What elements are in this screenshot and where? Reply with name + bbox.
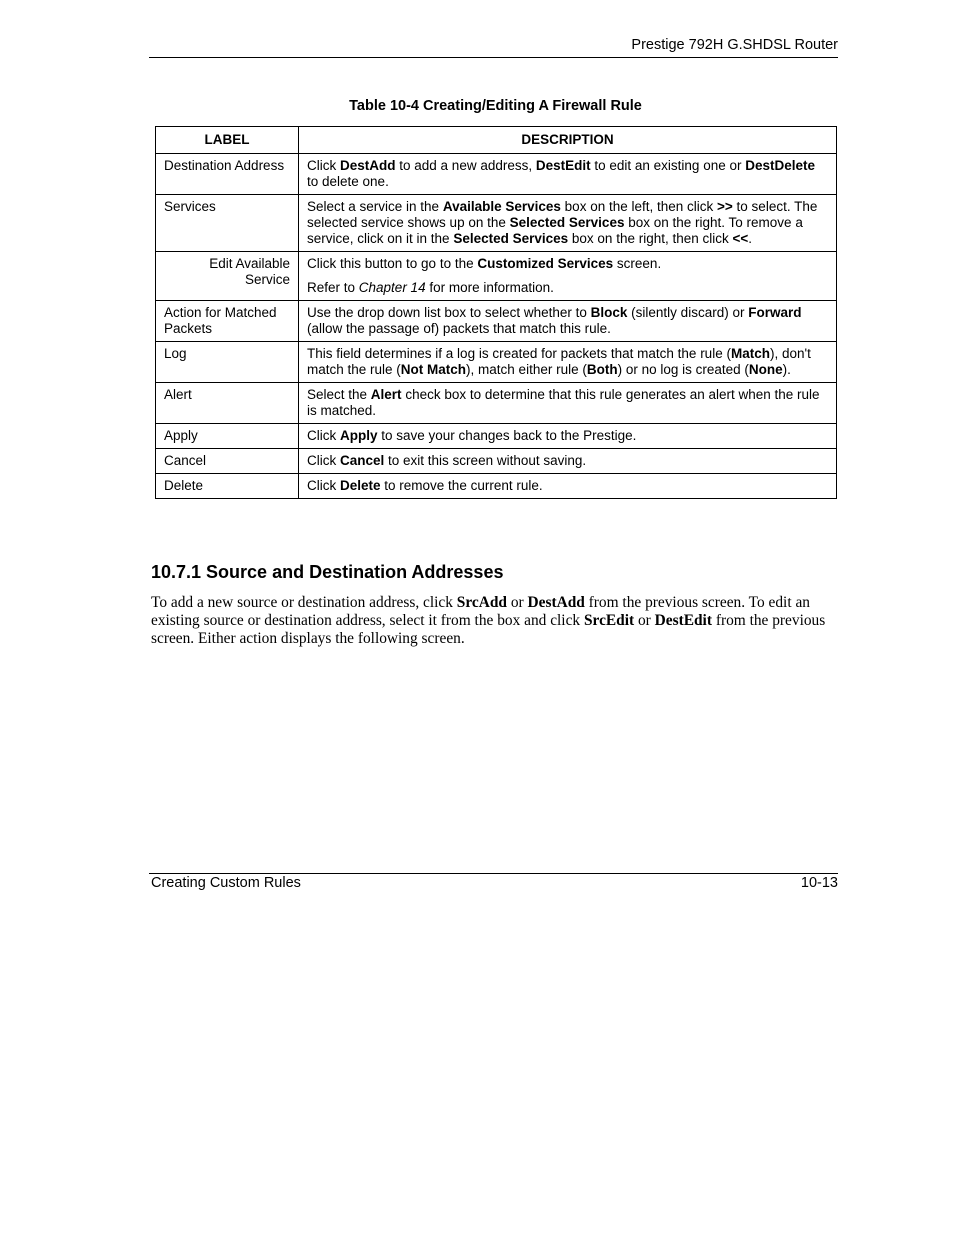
table-row (156, 154, 837, 195)
row-label: Log (156, 342, 299, 383)
page-number: 10-13 (800, 875, 838, 891)
row-description: Click Apply to save your changes back to the Prestige. (299, 424, 837, 449)
row-description: Click Cancel to exit this screen without saving. (299, 449, 837, 474)
body-paragraph: To add a new source or destination address, click SrcAdd or DestAdd from the previous screen. To edit an existing source or destination address, select it from the box and click SrcEdit or DestEdit from the previous screen. Either action displays the following screen. (151, 594, 826, 647)
firewall-rule-table (155, 126, 837, 499)
row-description: Select the Alert check box to determine that this rule generates an alert when the rule is matched. (299, 383, 837, 424)
row-description: Click Delete to remove the current rule. (299, 474, 837, 499)
row-label: Delete (156, 474, 299, 499)
column-header-label: LABEL (156, 127, 299, 154)
row-label: Apply (156, 424, 299, 449)
footer-chapter-title: Creating Custom Rules (151, 875, 301, 891)
row-label: Destination Address (156, 154, 299, 195)
row-description: Click this button to go to the Customized Services screen. Refer to Chapter 14 for more information. (299, 252, 837, 301)
row-label: Services (156, 195, 299, 252)
table-row (156, 424, 837, 449)
row-label: Cancel (156, 449, 299, 474)
row-description: Use the drop down list box to select whether to Block (silently discard) or Forward (allow the passage of) packets that match this rule. (299, 301, 837, 342)
row-label: Edit Available Service (156, 252, 299, 301)
table-row (156, 474, 837, 499)
row-label: Action for Matched Packets (156, 301, 299, 342)
header-divider (149, 57, 838, 58)
table-row (156, 449, 837, 474)
table-row (156, 301, 837, 342)
table-row (156, 383, 837, 424)
section-heading: 10.7.1 Source and Destination Addresses (151, 562, 504, 582)
table-header-row (156, 127, 837, 154)
row-description: This field determines if a log is created for packets that match the rule (Match), don't match the rule (Not Match), match either rule (Both) or no log is created (None). (299, 342, 837, 383)
column-header-description: DESCRIPTION (299, 127, 837, 154)
row-description: Click DestAdd to add a new address, DestEdit to edit an existing one or DestDelete to delete one. (299, 154, 837, 195)
footer-divider (149, 873, 838, 874)
row-label: Alert (156, 383, 299, 424)
table-caption: Table 10-4 Creating/Editing A Firewall Rule (349, 98, 642, 114)
row-description: Select a service in the Available Services box on the left, then click >> to select. The selected service shows up on the Selected Services box on the right. To remove a service, click on it in the Selected Services box on the right, then click <<. (299, 195, 837, 252)
table-row (156, 195, 837, 252)
table-row (156, 342, 837, 383)
running-header: Prestige 792H G.SHDSL Router (631, 37, 838, 53)
table-row (156, 252, 837, 301)
